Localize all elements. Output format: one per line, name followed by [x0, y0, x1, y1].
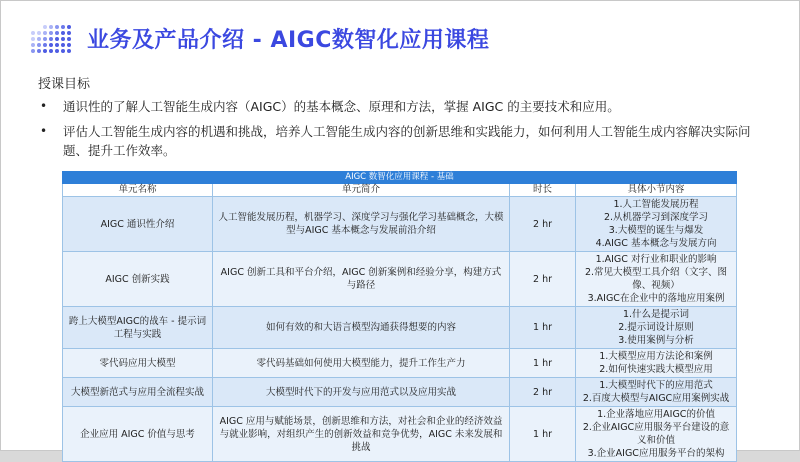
unit-name-cell: 零代码应用大模型: [63, 349, 213, 378]
table-row: [63, 407, 737, 462]
objective-text: 通识性的了解人工智能生成内容（AIGC）的基本概念、原理和方法，掌握 AIGC 的主要技术和应用。: [63, 99, 620, 114]
unit-name-cell: AIGC 通识性介绍: [63, 197, 213, 252]
topic-item: 2.提示词设计原则: [618, 322, 694, 333]
topic-item: 3.企业AIGC应用服务平台的架构: [587, 448, 725, 459]
topic-item: 2.如何快速实践大模型应用: [599, 364, 713, 375]
unit-intro-cell: 如何有效的和大语言模型沟通获得想要的内容: [213, 307, 510, 349]
table-row: [63, 349, 737, 378]
table-body: [63, 197, 737, 462]
topic-item: 3.使用案例与分析: [618, 335, 694, 346]
objective-item: [38, 122, 773, 160]
duration-cell: 2 hr: [510, 378, 576, 407]
topics-cell: [576, 407, 737, 462]
table-row: [63, 252, 737, 307]
unit-name-cell: 跨上大模型AIGC的战车 - 提示词工程与实践: [63, 307, 213, 349]
duration-cell: 1 hr: [510, 349, 576, 378]
unit-intro-cell: 零代码基础如何使用大模型能力，提升工作生产力: [213, 349, 510, 378]
topics-cell: [576, 307, 737, 349]
topic-item: 2.从机器学习到深度学习: [603, 212, 709, 223]
topic-item: 2.百度大模型与AIGC应用案例实战: [582, 393, 730, 404]
topic-item: 3.AIGC在企业中的落地应用案例: [587, 293, 725, 304]
duration-cell: 1 hr: [510, 407, 576, 462]
duration-cell: 2 hr: [510, 197, 576, 252]
column-header: 单元简介: [213, 184, 510, 197]
objectives-list: [38, 97, 773, 166]
topics-cell: [576, 252, 737, 307]
unit-intro-cell: 大模型时代下的开发与应用范式以及应用实战: [213, 378, 510, 407]
topics-cell: [576, 197, 737, 252]
topic-item: 1.大模型应用方法论和案例: [599, 351, 713, 362]
topic-item: 1.企业落地应用AIGC的价值: [597, 409, 715, 420]
unit-name-cell: AIGC 创新实践: [63, 252, 213, 307]
dot-grid-logo-icon: [31, 25, 71, 55]
bullet-icon: •: [40, 124, 48, 138]
page-title: 业务及产品介绍 - AIGC数智化应用课程: [87, 28, 490, 53]
unit-name-cell: 企业应用 AIGC 价值与思考: [63, 407, 213, 462]
objective-item: [38, 97, 773, 116]
topic-item: 2.企业AIGC应用服务平台建设的意义和价值: [582, 422, 730, 446]
topic-item: 3.大模型的诞生与爆发: [608, 225, 704, 236]
table-row: [63, 378, 737, 407]
column-header: 时长: [510, 184, 576, 197]
section-label: 授课目标: [38, 77, 91, 92]
column-header: 单元名称: [63, 184, 213, 197]
topic-item: 1.大模型时代下的应用范式: [599, 380, 713, 391]
unit-intro-cell: 人工智能发展历程，机器学习、深度学习与强化学习基础概念，大模型与AIGC 基本概念与发展前沿介绍: [213, 197, 510, 252]
topic-item: 1.AIGC 对行业和职业的影响: [595, 254, 717, 265]
unit-name-cell: 大模型新范式与应用全流程实战: [63, 378, 213, 407]
bullet-icon: •: [40, 99, 48, 113]
table-row: [63, 197, 737, 252]
topic-item: 1.人工智能发展历程: [613, 199, 699, 210]
topic-item: 1.什么是提示词: [622, 309, 690, 320]
objective-text: 评估人工智能生成内容的机遇和挑战，培养人工智能生成内容的创新思维和实践能力，如何利用人工智能生成内容解决实际问题、提升工作效率。: [63, 124, 751, 158]
table-row: [63, 307, 737, 349]
table-caption: AIGC 数智化应用课程 - 基础: [63, 172, 737, 184]
duration-cell: 2 hr: [510, 252, 576, 307]
topic-item: 4.AIGC 基本概念与发展方向: [595, 238, 717, 249]
topic-item: 2.常见大模型工具介绍（文字、图像、视频）: [584, 267, 728, 291]
topics-cell: [576, 349, 737, 378]
course-table: [62, 171, 737, 462]
duration-cell: 1 hr: [510, 307, 576, 349]
unit-intro-cell: AIGC 应用与赋能场景，创新思维和方法，对社会和企业的经济效益与就业影响，对组织产生的创新效益和竞争优势，AIGC 未来发展和挑战: [213, 407, 510, 462]
unit-intro-cell: AIGC 创新工具和平台介绍，AIGC 创新案例和经验分享，构建方式与路径: [213, 252, 510, 307]
topics-cell: [576, 378, 737, 407]
column-header: 具体小节内容: [576, 184, 737, 197]
